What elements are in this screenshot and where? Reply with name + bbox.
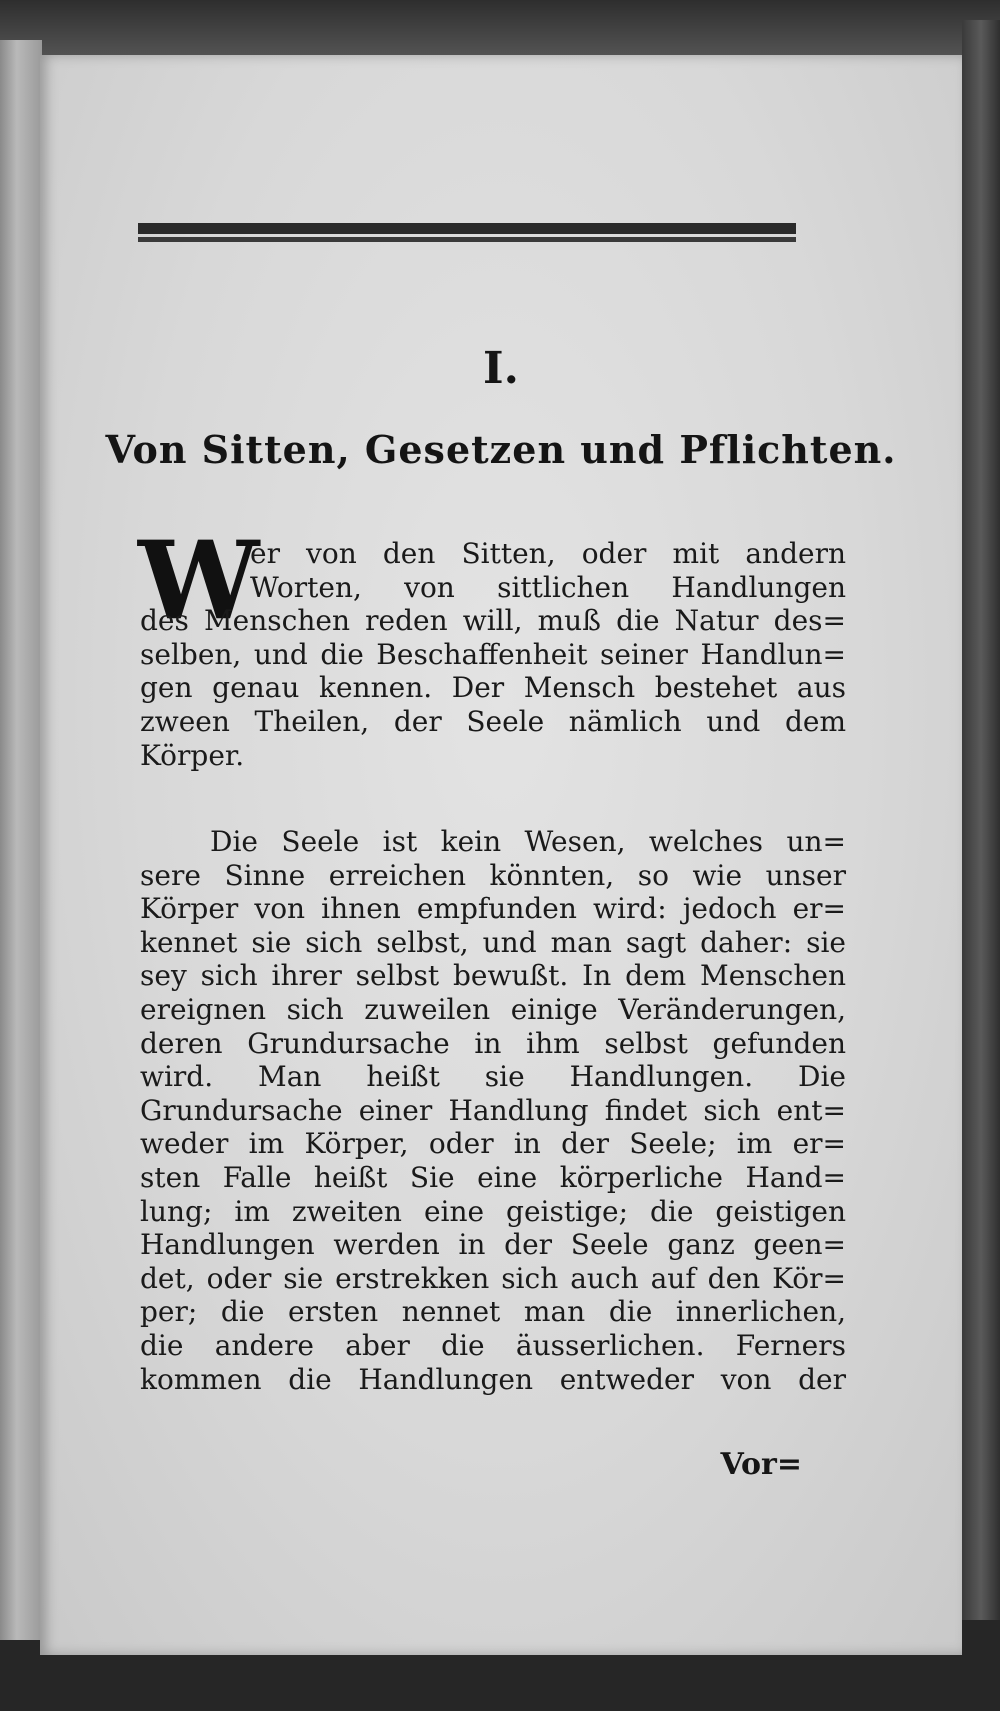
page-sheet xyxy=(40,55,962,1655)
text-line: weder im Körper, oder in der Seele; im er= xyxy=(140,1127,846,1161)
text-line: gen genau kennen. Der Mensch bestehet aus xyxy=(140,671,846,705)
text-line: det, oder sie erstrekken sich auch auf den Kör= xyxy=(140,1261,846,1295)
chapter-number: I. xyxy=(483,343,519,394)
header-rule-thin xyxy=(138,237,796,242)
text-line: sten Falle heißt Sie eine körperliche Hand= xyxy=(140,1160,846,1194)
text-line: Die Seele ist kein Wesen, welches un= xyxy=(210,825,846,858)
text-line: er von den Sitten, oder mit andern xyxy=(250,537,846,570)
drop-capital: W xyxy=(138,518,260,644)
text-line: Grundursache einer Handlung findet sich ent= xyxy=(140,1093,846,1127)
header-rule-thick xyxy=(138,223,796,234)
text-line: Körper von ihnen empfunden wird: jedoch er= xyxy=(140,892,846,926)
text-line: per; die ersten nennet man die innerlichen, xyxy=(140,1295,846,1329)
text-line: sere Sinne erreichen könnten, so wie unser xyxy=(140,858,846,892)
paragraph-2 xyxy=(140,825,846,1396)
text-line: Körper. xyxy=(140,738,245,772)
catchword: Vor= xyxy=(720,1447,802,1482)
text-line: kommen die Handlungen entweder von der xyxy=(140,1362,846,1396)
text-line: des Menschen reden will, muß die Natur des= xyxy=(140,604,846,638)
text-line: selben, und die Beschaffenheit seiner Handlun= xyxy=(140,637,846,671)
book-cover-right xyxy=(962,20,1000,1620)
text-line: lung; im zweiten eine geistige; die geistigen xyxy=(140,1194,846,1228)
chapter-title: Von Sitten, Gesetzen und Pflichten. xyxy=(105,427,897,472)
header-rule xyxy=(138,223,796,245)
paragraph-1 xyxy=(140,537,846,772)
text-line: ereignen sich zuweilen einige Veränderungen, xyxy=(140,992,846,1026)
text-line: wird. Man heißt sie Handlungen. Die xyxy=(140,1060,846,1094)
text-line: deren Grundursache in ihm selbst gefunden xyxy=(140,1026,846,1060)
text-line: Worten, von sittlichen Handlungen xyxy=(250,570,846,604)
book-cover-top xyxy=(0,0,1000,60)
text-line: Handlungen werden in der Seele ganz geen= xyxy=(140,1228,846,1262)
text-line: zween Theilen, der Seele nämlich und dem xyxy=(140,704,846,738)
text-line: die andere aber die äusserlichen. Ferners xyxy=(140,1328,846,1362)
book-spine-edge xyxy=(0,40,42,1640)
text-line: kennet sie sich selbst, und man sagt daher: sie xyxy=(140,925,846,959)
text-line: sey sich ihrer selbst bewußt. In dem Menschen xyxy=(140,959,846,993)
